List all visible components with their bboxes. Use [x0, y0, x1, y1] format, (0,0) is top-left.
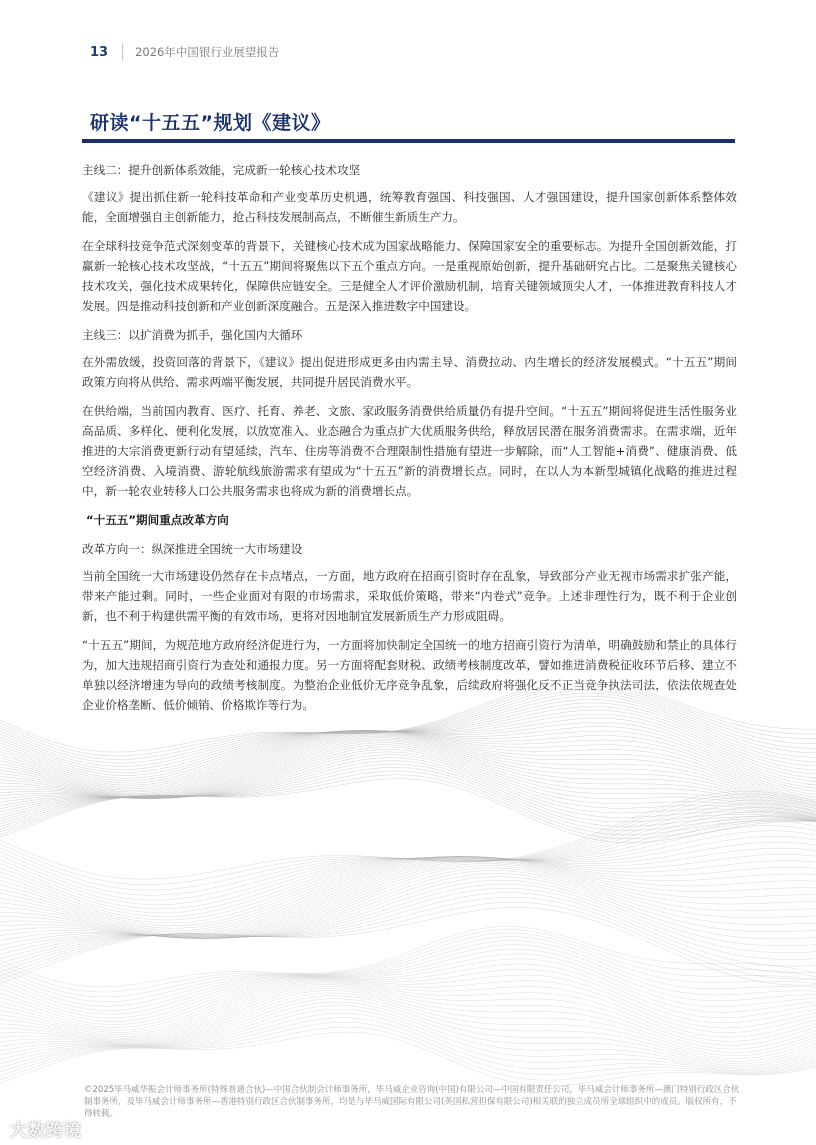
wave-line [0, 959, 816, 1022]
wave-line [0, 800, 816, 895]
main-content [82, 160, 737, 724]
decorative-wave-lines [0, 690, 816, 1090]
wave-line [0, 862, 816, 939]
wave-line [0, 937, 816, 1002]
wave-line [0, 880, 816, 961]
header-divider [122, 43, 123, 61]
report-title: 2026年中国银行业展望报告 [135, 45, 280, 59]
reform-directions-heading: “十五五”期间重点改革方向 [86, 513, 229, 527]
wave-line [0, 1009, 816, 1069]
body-paragraph: 当前全国统一大市场建设仍然存在卡点堵点，一方面，地方政府在招商引资时存在乱象，导致部分产业无视市场需求扩张产能，带来产能过剩。同时，一些企业面对有限的市场需求，采取低价策略，带来“内卷式”竞争。上述非理性行为，既不利于企业创新，也不利于构建供需平衡的有效市场，更将对因地制宜发展新质生产力形成阻碍。 [82, 569, 737, 623]
wave-line [0, 690, 816, 756]
wave-line [0, 747, 816, 818]
wave-line [0, 902, 816, 983]
page-number: 13 [90, 44, 109, 60]
watermark-logo: 大数跨境 [10, 1121, 82, 1141]
wave-line [0, 775, 816, 839]
title-rule [82, 139, 735, 143]
subheading-mainline-three: 主线三：以扩消费为抓手，强化国内大循环 [82, 328, 303, 342]
page-header [90, 40, 279, 64]
wave-line [0, 812, 816, 910]
wave-line [0, 794, 816, 885]
wave-line [0, 964, 816, 1025]
wave-line [0, 797, 816, 890]
wave-line [0, 752, 816, 819]
wave-line [0, 874, 816, 953]
wave-line [0, 945, 816, 1011]
wave-line [0, 857, 816, 935]
wave-line [0, 933, 816, 997]
body-paragraph: 在供给端，当前国内教育、医疗、托育、养老、文旅、家政服务消费供给质量仍有提升空间。“十五五”期间将促进生活性服务业高品质、多样化、便利化发展，以放宽准入、业态融合为重点扩大优质服务供给，释放居民潜在服务消费需求。在需求端，近年推进的大宗消费更新行动有望延续，汽车、住房等消费不合理限制性措施有望进一步解除，而“人工智能+消费”、健康消费、低空经济消费、入境消费、游轮航线旅游需求有望成为“十五五”新的消费增长点。同时，在以人为本新型城镇化战略的推进过程中，新一轮农业转移人口公共服务需求也将成为新的消费增长点。 [82, 404, 737, 498]
copyright-footer: ©2025毕马威华振会计师事务所(特殊普通合伙)—中国合伙制会计师事务所，毕马威企业咨询(中国)有限公司—中国有限责任公司，毕马威会计师事务所—澳门特别行政区合伙制事务所，及毕马威会计师事务所—香港特别行政区合伙制事务所，均是与毕马威国际有限公司(英国私营担保有限公司)相关联的独立成员所全球组织中的成员。版权所有，不得转载。 [84, 1085, 740, 1119]
wave-line [0, 884, 816, 966]
wave-line [0, 1032, 816, 1086]
wave-line [0, 941, 816, 1007]
body-paragraph: 在外需放缓，投资回落的背景下，《建议》提出促进形成更多由内需主导、消费拉动、内生增长的经济发展模式。“十五五”期间政策方向将从供给、需求两端平衡发展，共同提升居民消费水平。 [82, 355, 737, 389]
wave-line [0, 1002, 816, 1066]
wave-line [0, 690, 816, 760]
body-paragraph: “十五五”期间，为规范地方政府经济促进行为，一方面将加快制定全国统一的地方招商引资行为清单，明确鼓励和禁止的具体行为，加大违规招商引资行为查处和通报力度。另一方面将配套财税、政绩考核制度改革，譬如推进消费税征收环节后移、建立不单独以经济增速为导向的政绩考核制度。为整治企业低价无序竞争乱象，后续政府将强化反不正当竞争执法司法，依法依规查处企业价格垄断、低价倾销、价格欺诈等行为。 [82, 638, 737, 712]
wave-line [0, 975, 816, 1030]
subheading-reform-direction-one: 改革方向一：纵深推进全国统一大市场建设 [82, 542, 303, 556]
wave-line [0, 982, 816, 1038]
section-title: 研读“十五五”规划《建议》 [90, 112, 331, 134]
wave-line [0, 1027, 816, 1083]
wave-line [0, 736, 816, 810]
wave-line [0, 779, 816, 843]
wave-line [0, 908, 816, 987]
body-paragraph: 在全球科技竞争范式深刻变革的背景下，关键核心技术成为国家战略能力、保障国家安全的重要标志。为提升全国创新效能，打赢新一轮核心技术攻坚战，“十五五”期间将聚焦以下五个重点方向。一是重视原始创新，提升基础研究占比。二是聚焦关键核心技术攻关，强化技术成果转化，保障供应链安全。三是健全人才评价激励机制，培育关键领域顶尖人才，一体推进教育科技人才发展。四是推动科技创新和产业创新深度融合。五是深入推进数字中国建设。 [82, 239, 737, 313]
body-paragraph: 《建议》提出抓住新一轮科技革命和产业变革历史机遇，统筹教育强国、科技强国、人才强国建设，提升国家创新体系整体效能，全面增强自主创新能力，抢占科技发展制高点，不断催生新质生产力。 [82, 190, 737, 224]
wave-line [0, 743, 816, 816]
wave-line [0, 860, 816, 938]
subheading-mainline-two: 主线二：提升创新体系效能，完成新一轮核心技术攻坚 [82, 163, 361, 177]
wave-line [0, 768, 816, 833]
